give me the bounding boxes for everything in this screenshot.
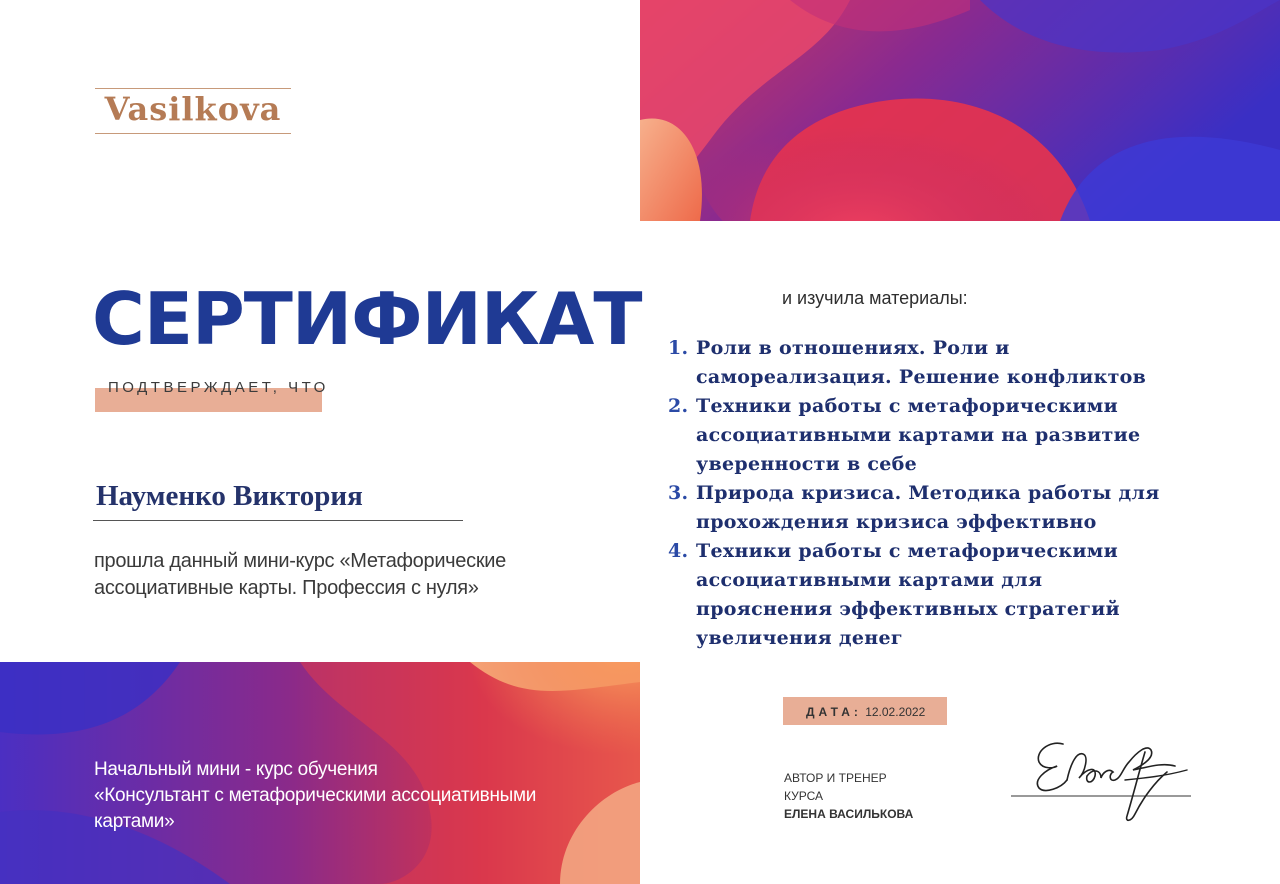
author-role-line-1: АВТОР И ТРЕНЕР <box>784 771 887 785</box>
certificate-title: СЕРТИФИКАТ <box>92 277 642 361</box>
list-item-line: Техники работы с метафорическими <box>696 395 1118 417</box>
list-item-line: самореализация. Решение конфликтов <box>696 366 1147 388</box>
list-item <box>664 479 1224 537</box>
list-item-line: увеличения денег <box>696 627 903 649</box>
decorative-gradient-panel-top <box>640 0 1280 221</box>
list-item-number: 4. <box>668 540 689 562</box>
list-item-line: уверенности в себе <box>696 453 917 475</box>
recipient-name: Науменко Виктория <box>96 480 363 512</box>
course-line-2: ассоциативные карты. Профессия с нуля» <box>94 577 479 599</box>
list-item-line: прояснения эффективных стратегий <box>696 598 1120 620</box>
author-name: ЕЛЕНА ВАСИЛЬКОВА <box>784 807 914 821</box>
list-item-line: Роли в отношениях. Роли и <box>696 337 1010 359</box>
recipient-underline <box>93 520 463 521</box>
list-item-line: Техники работы с метафорическими <box>696 540 1118 562</box>
course-description <box>94 548 564 602</box>
signature-image <box>1005 722 1205 828</box>
course-line-1: прошла данный мини-курс «Метафорические <box>94 550 506 572</box>
list-item-number: 2. <box>668 395 689 417</box>
brand-logo: Vasilkova <box>95 88 291 134</box>
date-block <box>806 703 966 721</box>
program-line-1: Начальный мини - курс обучения <box>94 759 378 780</box>
confirms-text: ПОДТВЕРЖДАЕТ, ЧТО <box>108 379 329 396</box>
list-item-line: Природа кризиса. Методика работы для <box>696 482 1160 504</box>
list-item-number: 1. <box>668 337 689 359</box>
program-line-3: картами» <box>94 811 175 832</box>
list-item <box>664 392 1224 479</box>
program-description <box>94 757 614 835</box>
materials-list <box>664 334 1224 653</box>
date-label: ДАТА: <box>806 705 862 719</box>
date-value: 12.02.2022 <box>865 705 926 719</box>
list-item-line: ассоциативными картами для <box>696 569 1043 591</box>
list-item-line: ассоциативными картами на развитие <box>696 424 1141 446</box>
list-item <box>664 537 1224 653</box>
program-line-2: «Консультант с метафорическими ассоциативными <box>94 785 537 806</box>
author-block <box>784 769 964 823</box>
list-item <box>664 334 1224 392</box>
list-item-line: прохождения кризиса эффективно <box>696 511 1097 533</box>
materials-intro: и изучила материалы: <box>782 288 968 308</box>
author-role-line-2: КУРСА <box>784 789 824 803</box>
list-item-number: 3. <box>668 482 689 504</box>
